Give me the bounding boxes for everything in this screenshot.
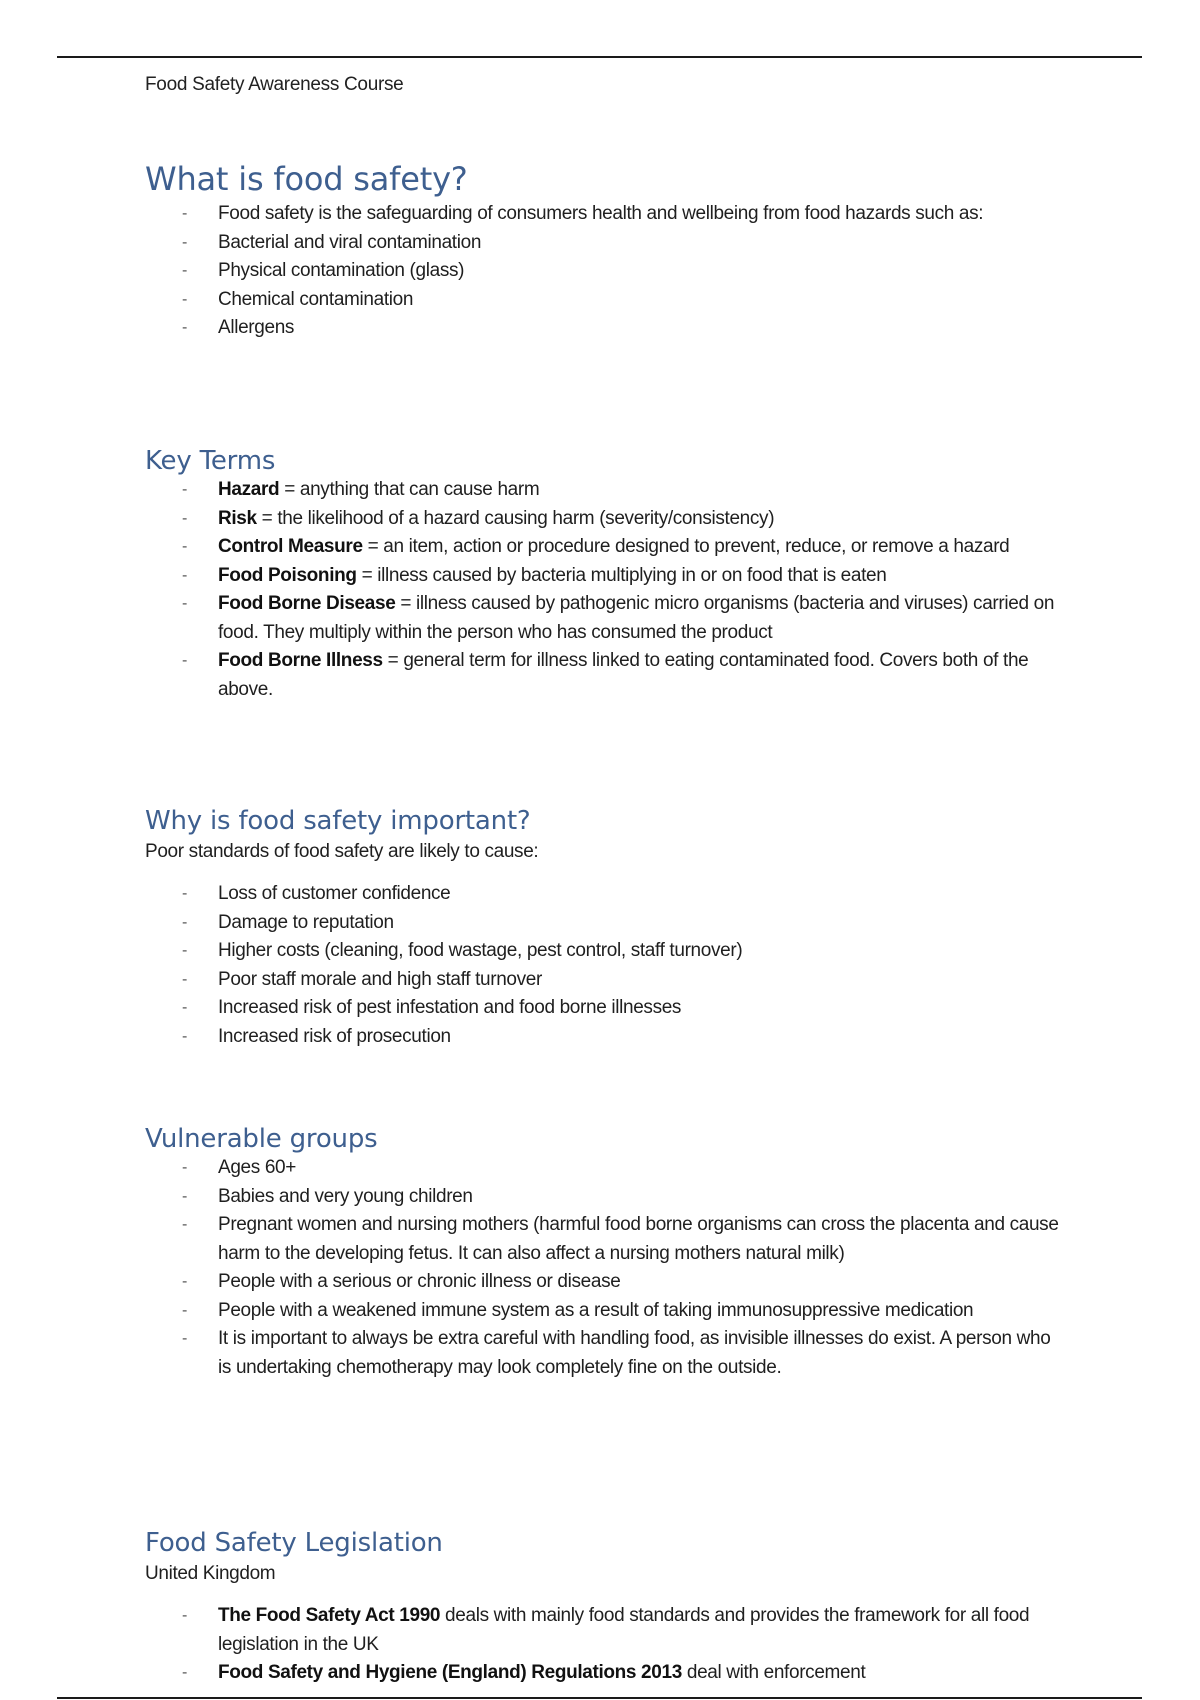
list-item: - Damage to reputation — [145, 909, 1065, 938]
list-item: - Control Measure = an item, action or procedure designed to prevent, reduce, or remove a hazard — [145, 533, 1065, 562]
list-item: - Food Borne Illness = general term for illness linked to eating contaminated food. Covers both of the above. — [145, 647, 1065, 704]
dash-bullet-icon: - — [182, 1301, 187, 1319]
section-heading: What is food safety? — [145, 160, 468, 198]
list-item: - Pregnant women and nursing mothers (harmful food borne organisms can cross the placenta and cause harm to the developing fetus. It can also affect a nursing mothers natural milk) — [145, 1211, 1065, 1268]
section-key-terms — [145, 446, 1065, 704]
section-why-important — [145, 806, 1065, 1051]
list-item: - Food safety is the safeguarding of consumers health and wellbeing from food hazards such as: — [145, 200, 1065, 229]
bullet-list — [145, 1154, 1065, 1382]
dash-bullet-icon: - — [182, 999, 187, 1016]
dash-bullet-icon: - — [182, 319, 187, 336]
list-item: - Loss of customer confidence — [145, 880, 1065, 909]
list-item: - It is important to always be extra careful with handling food, as invisible illnesses do exist. A person who is undertaking chemotherapy may look completely fine on the outside. — [145, 1325, 1065, 1382]
dash-bullet-icon: - — [182, 1607, 187, 1624]
section-heading: Food Safety Legislation — [145, 1528, 443, 1558]
dash-bullet-icon: - — [182, 652, 187, 669]
section-heading: Key Terms — [145, 446, 276, 476]
section-intro: United Kingdom — [145, 1563, 276, 1584]
term-label: The Food Safety Act 1990 — [218, 1605, 441, 1626]
document-header-title: Food Safety Awareness Course — [145, 74, 404, 95]
dash-bullet-icon: - — [182, 1187, 187, 1205]
bullet-list — [145, 880, 1065, 1051]
term-label: Food Safety and Hygiene (England) Regulations 2013 — [218, 1662, 682, 1683]
dash-bullet-icon: - — [182, 262, 187, 279]
list-item: - People with a weakened immune system as a result of taking immunosuppressive medication — [145, 1297, 1065, 1326]
term-label: Risk — [218, 507, 257, 529]
dash-bullet-icon: - — [182, 1159, 187, 1176]
list-item: - Risk = the likelihood of a hazard causing harm (severity/consistency) — [145, 505, 1065, 534]
section-what-is-food-safety — [145, 160, 1065, 343]
list-item: - Ages 60+ — [145, 1154, 1065, 1183]
list-item: - Food Safety and Hygiene (England) Regulations 2013 deal with enforcement — [145, 1659, 1065, 1688]
dash-bullet-icon: - — [182, 1330, 187, 1347]
section-vulnerable-groups — [145, 1124, 1065, 1382]
list-item: - Babies and very young children — [145, 1183, 1065, 1212]
dash-bullet-icon: - — [182, 1216, 187, 1233]
list-item: - Increased risk of pest infestation and food borne illnesses — [145, 994, 1065, 1023]
dash-bullet-icon: - — [182, 1664, 187, 1681]
term-label: Food Borne Disease — [218, 593, 396, 614]
header-rule — [57, 56, 1142, 58]
section-heading: Why is food safety important? — [145, 806, 531, 836]
term-label: Hazard — [218, 479, 280, 500]
dash-bullet-icon: - — [182, 290, 187, 308]
bullet-list — [145, 200, 1065, 343]
list-item: - Physical contamination (glass) — [145, 257, 1065, 286]
term-label: Food Poisoning — [218, 564, 357, 586]
dash-bullet-icon: - — [182, 942, 187, 959]
term-label: Food Borne Illness — [218, 650, 383, 671]
list-item: - Food Poisoning = illness caused by bacteria multiplying in or on food that is eaten — [145, 562, 1065, 591]
list-item: - Bacterial and viral contamination — [145, 229, 1065, 258]
dash-bullet-icon: - — [182, 509, 187, 527]
dash-bullet-icon: - — [182, 1027, 187, 1045]
list-item: - Poor staff morale and high staff turnover — [145, 966, 1065, 995]
section-legislation — [145, 1528, 1065, 1688]
list-item: - Chemical contamination — [145, 286, 1065, 315]
dash-bullet-icon: - — [182, 566, 187, 584]
bullet-list — [145, 476, 1065, 704]
section-heading: Vulnerable groups — [145, 1124, 378, 1154]
list-item: - Food Borne Disease = illness caused by pathogenic micro organisms (bacteria and viruses) carried on food. They multiply within the person who has consumed the product — [145, 590, 1065, 647]
term-label: Control Measure — [218, 536, 363, 557]
list-item: - Higher costs (cleaning, food wastage, pest control, staff turnover) — [145, 937, 1065, 966]
dash-bullet-icon: - — [182, 595, 187, 612]
dash-bullet-icon: - — [182, 481, 187, 498]
dash-bullet-icon: - — [182, 970, 187, 988]
bullet-list — [145, 1602, 1065, 1688]
dash-bullet-icon: - — [182, 885, 187, 902]
dash-bullet-icon: - — [182, 233, 187, 251]
footer-rule — [57, 1697, 1142, 1699]
dash-bullet-icon: - — [182, 538, 187, 555]
list-item: - Hazard = anything that can cause harm — [145, 476, 1065, 505]
dash-bullet-icon: - — [182, 1273, 187, 1290]
dash-bullet-icon: - — [182, 205, 187, 222]
list-item: - Allergens — [145, 314, 1065, 343]
section-intro: Poor standards of food safety are likely to cause: — [145, 841, 539, 862]
list-item: - Increased risk of prosecution — [145, 1023, 1065, 1052]
list-item: - People with a serious or chronic illness or disease — [145, 1268, 1065, 1297]
dash-bullet-icon: - — [182, 913, 187, 931]
list-item: - The Food Safety Act 1990 deals with mainly food standards and provides the framework for all food legislation in the UK — [145, 1602, 1065, 1659]
